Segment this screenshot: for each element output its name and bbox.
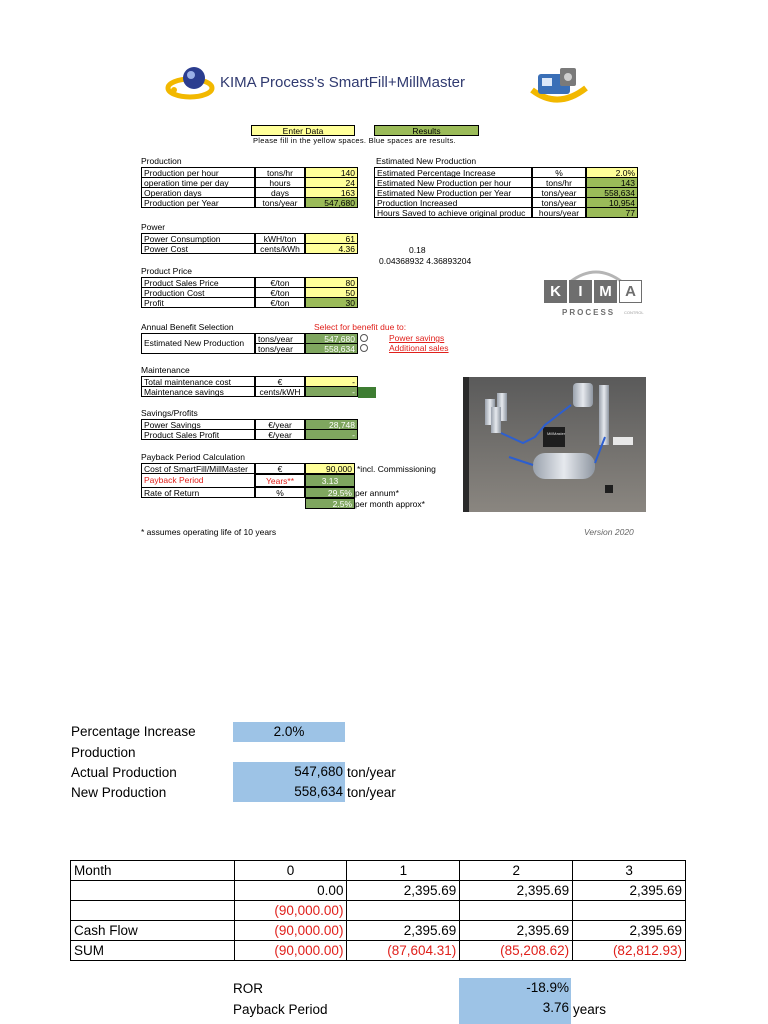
estimated-row-value: 558,634 [586, 187, 638, 198]
table-row [71, 941, 686, 961]
production-row-label: Production per Year [141, 197, 255, 208]
power-row-value: 61 [305, 233, 358, 244]
logo-tm: CONTROL [624, 310, 644, 315]
estimated-row-label: Estimated New Production per Year [374, 187, 532, 198]
cashflow-cell [71, 881, 235, 901]
legend-results: Results [374, 125, 479, 136]
payback-period-result-label: Payback Period [233, 1002, 328, 1017]
cashflow-cell: (90,000.00) [234, 921, 347, 941]
cashflow-cell [460, 901, 573, 921]
estimated-row-unit: tons/year [532, 197, 586, 208]
benefit-select-label: Select for benefit due to: [314, 322, 407, 332]
cashflow-header-cell: 3 [573, 861, 686, 881]
payback-rate-value: 29.5% [305, 487, 355, 498]
cashflow-cell [573, 901, 686, 921]
estimated-row-label: Estimated Percentage Increase [374, 167, 532, 178]
price-row-value: 80 [305, 277, 358, 288]
production-row-label: Operation days [141, 187, 255, 198]
payback-cost-value: 90,000 [305, 463, 355, 474]
payback-period-label: Payback Period [141, 474, 255, 487]
pct-increase-value: 2.0% [233, 722, 345, 742]
payback-period-unit: Years** [255, 474, 305, 487]
benefit-heading: Annual Benefit Selection [141, 322, 234, 332]
ror-label: ROR [233, 981, 263, 996]
payback-heading: Payback Period Calculation [141, 452, 245, 462]
payback-month-value: 2.5% [305, 498, 355, 509]
price-row-value: 50 [305, 287, 358, 298]
savings-row-value: 28,748 [305, 419, 358, 430]
power-row-unit: cents/kWh [255, 243, 305, 254]
cashflow-cell: 0.00 [234, 881, 347, 901]
cashflow-cell: 2,395.69 [460, 881, 573, 901]
estimated-heading: Estimated New Production [376, 156, 477, 166]
new-production-value: 558,634 [233, 782, 345, 802]
table-row [71, 901, 686, 921]
production-row-value: 140 [305, 167, 358, 178]
estimated-row-unit: tons/hr [532, 177, 586, 188]
cashflow-cell: 2,395.69 [573, 881, 686, 901]
maintenance-row-value: - [305, 386, 358, 397]
price-heading: Product Price [141, 266, 193, 276]
savings-row-label: Product Sales Profit [141, 429, 255, 440]
ror-value: -18.9% [459, 978, 571, 998]
maintenance-row-value: - [305, 376, 358, 387]
benefit-row-label: Estimated New Production [141, 333, 255, 354]
estimated-row-value: 143 [586, 177, 638, 188]
production-row-value: 547,680 [305, 197, 358, 208]
price-row-label: Product Sales Price [141, 277, 255, 288]
cashflow-cell: 2,395.69 [573, 921, 686, 941]
power-note-1: 0.18 [409, 245, 426, 255]
payback-period-result-unit: years [573, 1002, 607, 1017]
cashflow-header-cell: Month [71, 861, 235, 881]
payback-rate-unit: % [255, 487, 305, 498]
new-production-label: New Production [71, 785, 167, 800]
price-row-label: Profit [141, 297, 255, 308]
cashflow-header-row [71, 861, 686, 881]
new-production-unit: ton/year [347, 785, 396, 800]
production-label: Production [71, 745, 136, 760]
diagram-label: MillMaster [547, 431, 566, 436]
price-row-label: Production Cost [141, 287, 255, 298]
savings-row-unit: €/year [255, 429, 305, 440]
logo-letter-m: M [594, 280, 617, 303]
cashflow-cell: (87,604.31) [347, 941, 460, 961]
production-row-unit: tons/hr [255, 167, 305, 178]
savings-row-value: - [305, 429, 358, 440]
kima-globe-icon [164, 60, 216, 104]
actual-production-value: 547,680 [233, 762, 345, 782]
payback-cost-label: Cost of SmartFill/MillMaster [141, 463, 255, 474]
logo-letter-k: K [544, 280, 567, 303]
page-title: KIMA Process's SmartFill+MillMaster [220, 74, 465, 91]
production-row-label: operation time per day [141, 177, 255, 188]
maintenance-row-unit: € [255, 376, 305, 387]
cashflow-cell: 2,395.69 [460, 921, 573, 941]
price-row-value: 30 [305, 297, 358, 308]
cashflow-header-cell: 0 [234, 861, 347, 881]
estimated-row-unit: % [532, 167, 586, 178]
cashflow-cell: (82,812.93) [573, 941, 686, 961]
payback-cost-unit: € [255, 463, 305, 474]
benefit-value-1: 547,680 [305, 333, 358, 344]
power-note-2: 0.04368932 4.36893204 [379, 256, 472, 266]
cashflow-cell: (85,208.62) [460, 941, 573, 961]
option-additional-sales[interactable]: Additional sales [389, 343, 449, 353]
cashflow-cell: 2,395.69 [347, 921, 460, 941]
cashflow-cell: (90,000.00) [234, 901, 347, 921]
production-row-unit: hours [255, 177, 305, 188]
cashflow-cell [347, 901, 460, 921]
estimated-row-label: Estimated New Production per hour [374, 177, 532, 188]
logo-letter-i: I [569, 280, 592, 303]
estimated-row-value: 10,954 [586, 197, 638, 208]
production-row-value: 24 [305, 177, 358, 188]
estimated-row-value: 77 [586, 207, 638, 218]
logo-letter-a: A [619, 280, 642, 303]
actual-production-unit: ton/year [347, 765, 396, 780]
legend-enter-data: Enter Data [251, 125, 355, 136]
cashflow-cell: Cash Flow [71, 921, 235, 941]
estimated-row-label: Production Increased [374, 197, 532, 208]
payback-period-result-value: 3.76 [459, 998, 571, 1018]
cashflow-table [70, 860, 686, 961]
maintenance-extra-cell [358, 387, 376, 398]
power-row-unit: kWH/ton [255, 233, 305, 244]
payback-rate-label: Rate of Return [141, 487, 255, 498]
actual-production-label: Actual Production [71, 765, 177, 780]
price-row-unit: €/ton [255, 277, 305, 288]
payback-cost-note: *incl. Commissioning [357, 464, 436, 474]
maintenance-row-label: Total maintenance cost [141, 376, 255, 387]
cashflow-cell: 2,395.69 [347, 881, 460, 901]
cashflow-header-cell: 2 [460, 861, 573, 881]
power-heading: Power [141, 222, 166, 232]
benefit-unit-1: tons/year [255, 333, 305, 344]
maintenance-row-label: Maintenance savings [141, 386, 255, 397]
savings-row-unit: €/year [255, 419, 305, 430]
estimated-row-label: Hours Saved to achieve original produc [374, 207, 532, 218]
results-extra-cell [459, 1018, 571, 1024]
maintenance-row-unit: cents/kWH [255, 386, 305, 397]
price-row-unit: €/ton [255, 287, 305, 298]
cashflow-cell: SUM [71, 941, 235, 961]
production-heading: Production [141, 156, 182, 166]
price-row-unit: €/ton [255, 297, 305, 308]
machine-icon [528, 66, 590, 108]
radio-power-savings[interactable] [360, 334, 368, 342]
power-row-label: Power Cost [141, 243, 255, 254]
maintenance-heading: Maintenance [141, 365, 190, 375]
logo-sub: PROCESS [562, 308, 616, 317]
benefit-unit-2: tons/year [255, 343, 305, 354]
estimated-row-unit: hours/year [532, 207, 586, 218]
cashflow-cell: (90,000.00) [234, 941, 347, 961]
cashflow-cell [71, 901, 235, 921]
table-row [71, 881, 686, 901]
production-row-value: 163 [305, 187, 358, 198]
savings-heading: Savings/Profits [141, 408, 198, 418]
payback-rate-note: per annum* [355, 488, 399, 498]
savings-row-label: Power Savings [141, 419, 255, 430]
radio-additional-sales[interactable] [360, 344, 368, 352]
cashflow-header-cell: 1 [347, 861, 460, 881]
production-row-unit: tons/year [255, 197, 305, 208]
legend-note: Please fill in the yellow spaces. Blue spaces are results. [253, 136, 456, 145]
payback-month-note: per month approx* [355, 499, 425, 509]
version-label: Version 2020 [584, 527, 634, 537]
power-row-value: 4.36 [305, 243, 358, 254]
estimated-row-unit: tons/year [532, 187, 586, 198]
process-diagram [463, 377, 646, 512]
assumption-note: * assumes operating life of 10 years [141, 527, 277, 537]
payback-period-value: 3.13 [305, 474, 355, 487]
benefit-value-2: 558,634 [305, 343, 358, 354]
kima-logo [540, 264, 650, 320]
production-row-unit: days [255, 187, 305, 198]
estimated-row-value: 2.0% [586, 167, 638, 178]
pct-increase-label: Percentage Increase [71, 724, 196, 739]
power-row-label: Power Consumption [141, 233, 255, 244]
option-power-savings[interactable]: Power savings [389, 333, 445, 343]
production-row-label: Production per hour [141, 167, 255, 178]
table-row [71, 921, 686, 941]
